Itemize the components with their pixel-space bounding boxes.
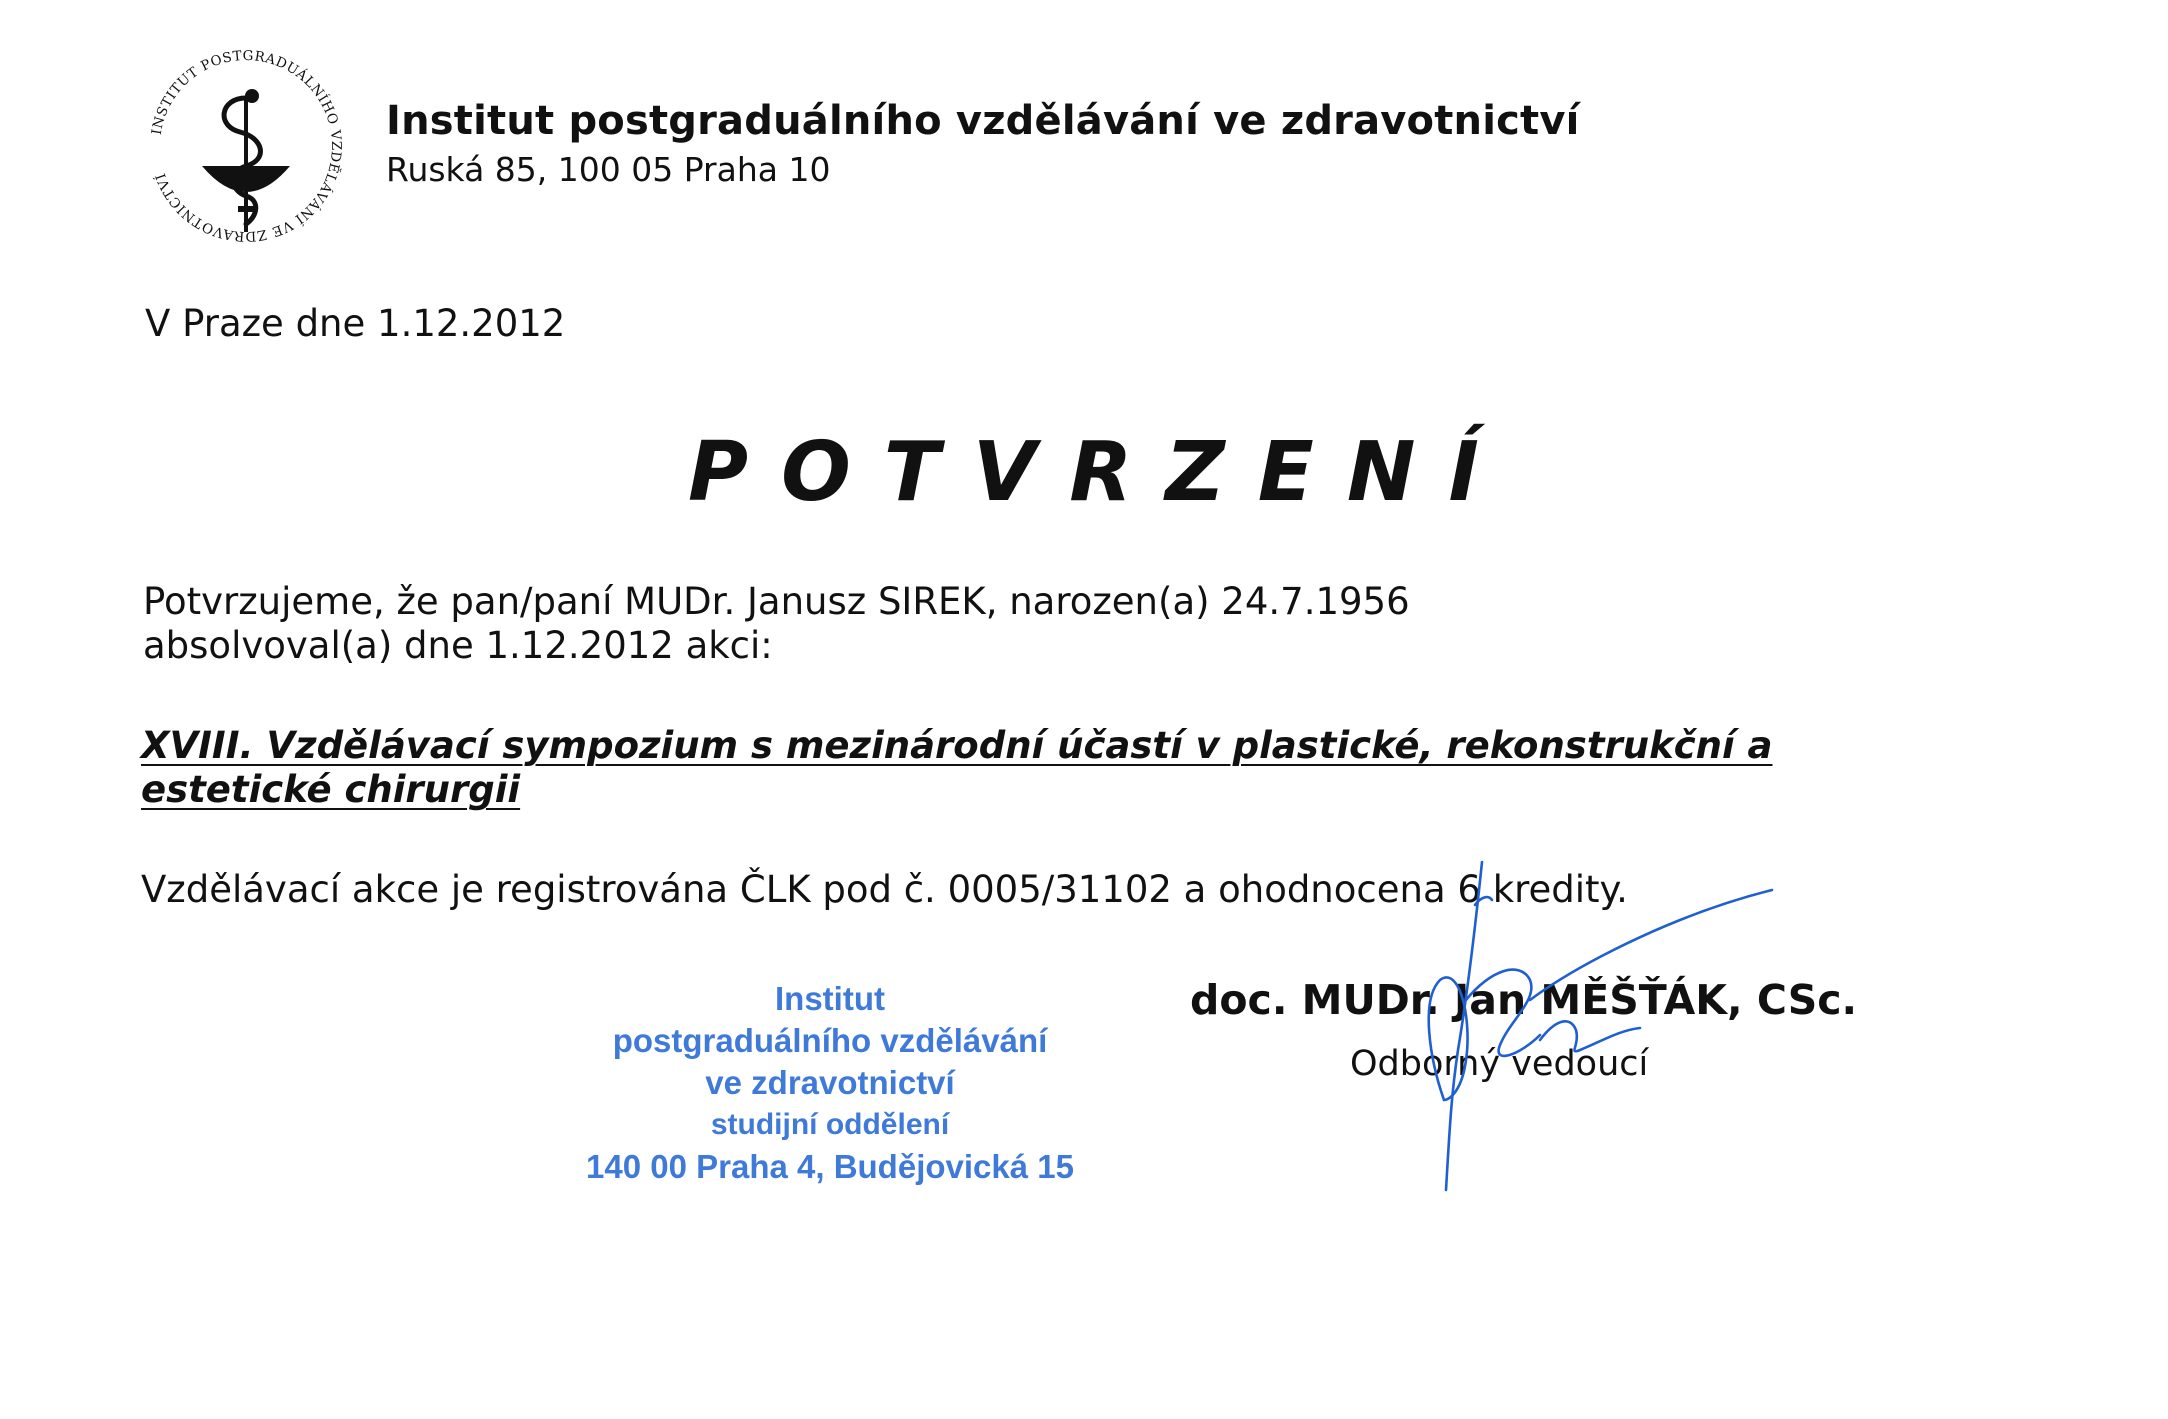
institute-address: Ruská 85, 100 05 Praha 10 bbox=[386, 150, 831, 189]
confirmation-line-1: Potvrzujeme, že pan/paní MUDr. Janusz SIREK, narozen(a) 24.7.1956 bbox=[143, 580, 1410, 623]
confirmation-line-2: absolvoval(a) dne 1.12.2012 akci: bbox=[143, 624, 773, 667]
stamp-line-4: studijní oddělení bbox=[710, 1108, 950, 1141]
institute-name: Institut postgraduálního vzdělávání ve zdravotnictví bbox=[386, 98, 1580, 144]
stamp-line-1: Institut bbox=[775, 980, 885, 1017]
confirmation-paragraph bbox=[143, 580, 1410, 668]
document-title: POTVRZENÍ bbox=[688, 425, 1512, 520]
registration-note: Vzdělávací akce je registrována ČLK pod č. 0005/31102 a ohodnocena 6 kredity. bbox=[141, 868, 1628, 911]
document-date: V Praze dne 1.12.2012 bbox=[145, 302, 566, 345]
svg-text:INSTITUT POSTGRADUÁLNÍHO VZDĚL: INSTITUT POSTGRADUÁLNÍHO VZDĚLÁVÁNÍ VE ZDRAVOTNICTVÍ bbox=[148, 47, 345, 245]
signatory-name: doc. MUDr. Jan MĚŠŤÁK, CSc. bbox=[1190, 976, 1858, 1024]
institute-stamp bbox=[540, 978, 1120, 1188]
stamp-line-5: 140 00 Praha 4, Budějovická 15 bbox=[586, 1148, 1074, 1185]
stamp-line-2: postgraduálního vzdělávání bbox=[612, 1022, 1048, 1059]
caduceus-seal-icon bbox=[140, 40, 352, 252]
signatory-role: Odborný vedoucí bbox=[1350, 1044, 1649, 1084]
event-name: XVIII. Vzdělávací sympozium s mezinárodní účastí v plastické, rekonstrukční a estetické chirurgii bbox=[141, 724, 1773, 811]
stamp-line-3: ve zdravotnictví bbox=[705, 1064, 955, 1101]
